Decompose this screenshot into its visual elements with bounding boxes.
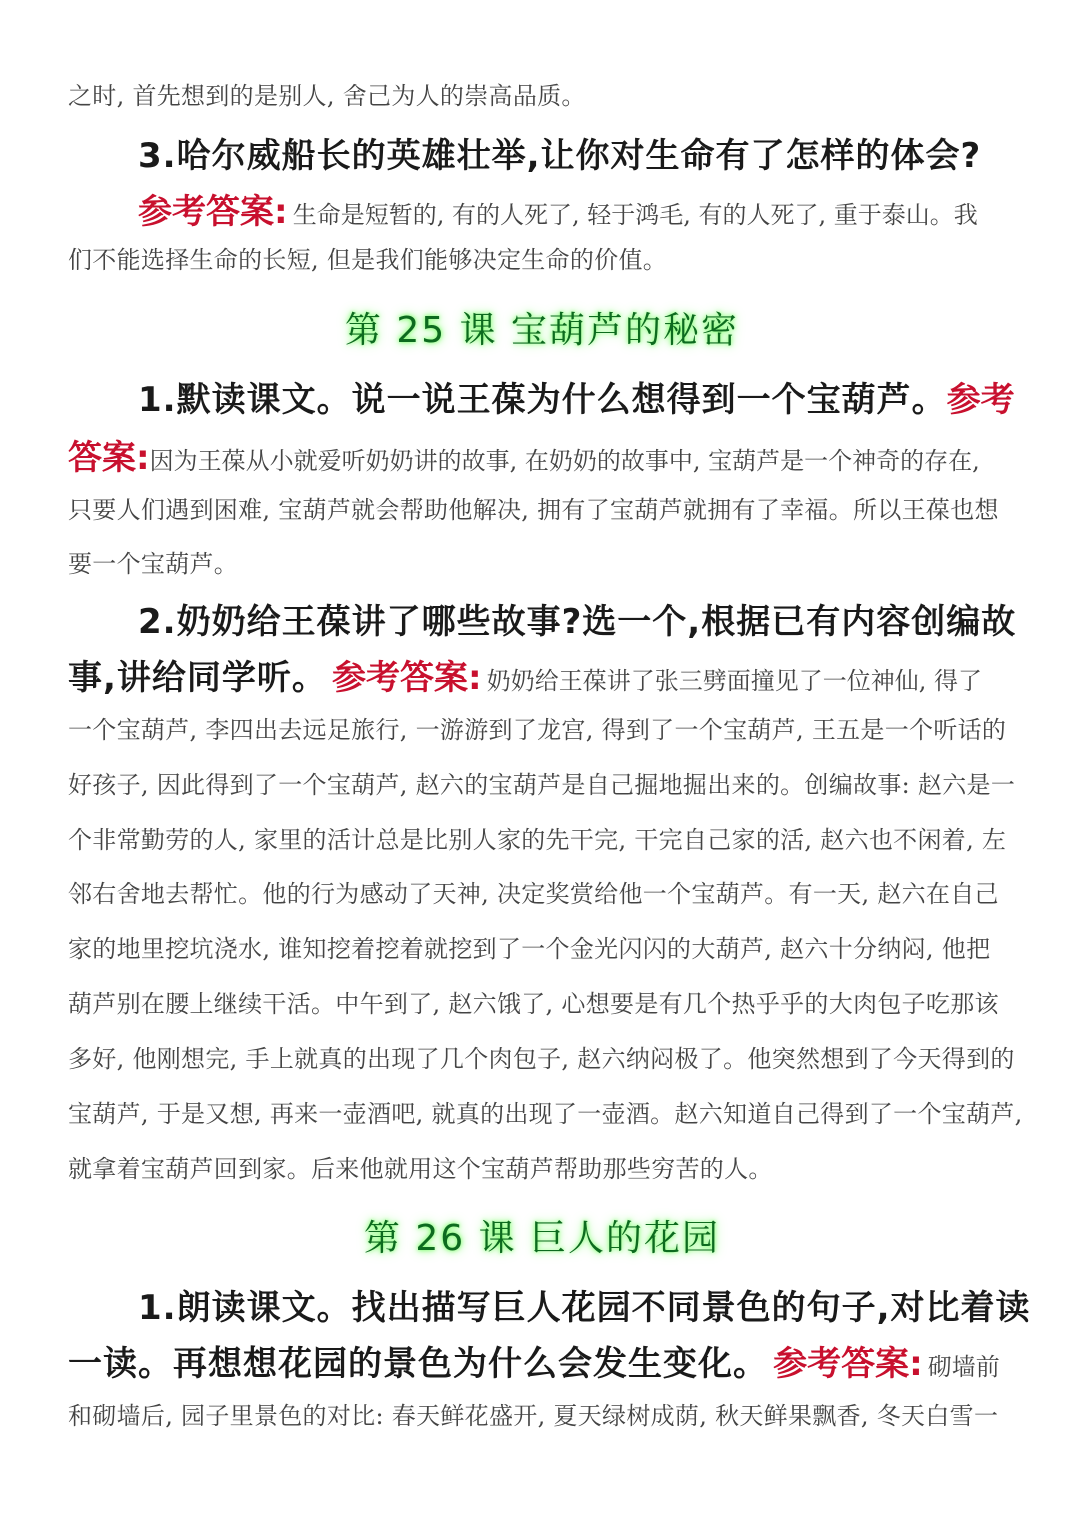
question-3: 3.哈尔威船长的英雄壮举,让你对生命有了怎样的体会? — [138, 136, 982, 176]
lesson-25-a2-line: 多好, 他刚想完, 手上就真的出现了几个肉包子, 赵六纳闷极了。他突然想到了今天得到的 — [68, 1045, 1015, 1073]
answer-text: 因为王葆从小就爱听奶奶讲的故事, 在奶奶的故事中, 宝葫芦是一个神奇的存在, — [149, 447, 980, 475]
lesson-25-a1-line-3: 要一个宝葫芦。 — [68, 550, 239, 578]
lesson-25-a1-line-2: 只要人们遇到困难, 宝葫芦就会帮助他解决, 拥有了宝葫芦就拥有了幸福。所以王葆也想 — [68, 496, 999, 524]
continuation-line: 之时, 首先想到的是别人, 舍己为人的崇高品质。 — [68, 82, 586, 110]
lesson-25-a2-line: 葫芦别在腰上继续干活。中午到了, 赵六饿了, 心想要是有几个热乎乎的大肉包子吃那该 — [68, 990, 999, 1018]
answer-3-line-1 — [68, 184, 1080, 233]
lesson-25-a2-line: 家的地里挖坑浇水, 谁知挖着挖着就挖到了一个金光闪闪的大葫芦, 赵六十分纳闷, 他把 — [68, 935, 991, 963]
lesson-26-q1-line-1: 1.朗读课文。找出描写巨人花园不同景色的句子,对比着读 — [138, 1288, 1031, 1328]
lesson-26-a1-line: 和砌墙后, 园子里景色的对比: 春天鲜花盛开, 夏天绿树成荫, 秋天鲜果飘香, 冬天白雪一 — [68, 1402, 999, 1430]
question-text: 事,讲给同学听。 — [68, 658, 327, 698]
answer-text: 奶奶给王葆讲了张三劈面撞见了一位神仙, 得了 — [486, 667, 982, 695]
answer-label: 参考答案: — [332, 658, 482, 698]
lesson-26-heading: 第 26 课 巨人的花园 — [363, 1218, 721, 1259]
lesson-25-a1-line-1 — [68, 430, 1016, 479]
answer-label: 参考答案: — [773, 1344, 923, 1384]
question-text: 1.默读课文。说一说王葆为什么想得到一个宝葫芦。 — [138, 380, 947, 420]
lesson-25-a2-line: 个非常勤劳的人, 家里的活计总是比别人家的先干完, 干完自己家的活, 赵六也不闲着, 左 — [68, 826, 1007, 854]
lesson-25-a2-line: 宝葫芦, 于是又想, 再来一壶酒吧, 就真的出现了一壶酒。赵六知道自己得到了一个宝葫芦, — [68, 1100, 1023, 1128]
answer-label-part-a: 参考 — [946, 380, 1015, 420]
lesson-25-a2-line: 就拿着宝葫芦回到家。后来他就用这个宝葫芦帮助那些穷苦的人。 — [68, 1155, 773, 1183]
lesson-25-heading: 第 25 课 宝葫芦的秘密 — [344, 310, 740, 351]
answer-text: 砌墙前 — [927, 1353, 1000, 1381]
lesson-26-q1-line-2 — [68, 1336, 1016, 1385]
lesson-25-q1 — [68, 372, 1080, 421]
answer-text: 生命是短暂的, 有的人死了, 轻于鸿毛, 有的人死了, 重于泰山。我 — [292, 201, 978, 229]
lesson-25-a2-line: 邻右舍地去帮忙。他的行为感动了天神, 决定奖赏给他一个宝葫芦。有一天, 赵六在自己 — [68, 880, 999, 908]
answer-3-line-2: 们不能选择生命的长短, 但是我们能够决定生命的价值。 — [68, 246, 668, 274]
lesson-25-q2-line-2 — [68, 650, 1016, 699]
lesson-25-a2-line: 好孩子, 因此得到了一个宝葫芦, 赵六的宝葫芦是自己掘地掘出来的。创编故事: 赵六是一 — [68, 771, 1016, 799]
answer-label: 参考答案: — [138, 192, 288, 232]
lesson-25-q2-line-1: 2.奶奶给王葆讲了哪些故事?选一个,根据已有内容创编故 — [138, 602, 1017, 642]
lesson-25-a2-line: 一个宝葫芦, 李四出去远足旅行, 一游游到了龙宫, 得到了一个宝葫芦, 王五是一个听话的 — [68, 716, 1007, 744]
answer-label-part-b: 答案: — [68, 438, 150, 478]
question-text: 一读。再想想花园的景色为什么会发生变化。 — [68, 1344, 768, 1384]
